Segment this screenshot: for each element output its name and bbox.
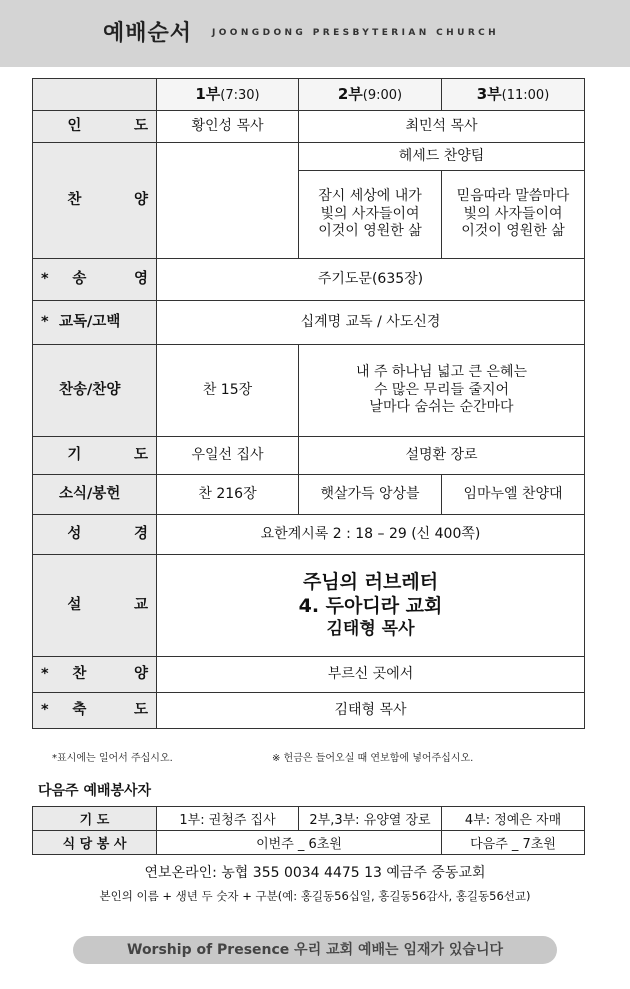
offering-s3: 임마누엘 찬양대 <box>442 475 585 515</box>
worship-order-table <box>32 78 585 729</box>
next-week-title: 다음주 예배봉사자 <box>38 783 152 799</box>
offering-s2: 햇살가득 앙상블 <box>299 475 442 515</box>
lead-s23: 최민석 목사 <box>299 111 585 143</box>
row-label-sermon: 설 교 <box>33 555 157 657</box>
prayer-s1: 우일선 집사 <box>157 437 299 475</box>
corner-cell <box>33 79 157 111</box>
prayer-s23: 설명환 장로 <box>299 437 585 475</box>
hymn-s23: 내 주 하나님 넓고 큰 은혜는 수 많은 무리들 줄지어 날마다 숨쉬는 순간마다 <box>299 345 585 437</box>
standing-note: *표시에는 일어서 주십시오. <box>52 753 173 764</box>
next-meal-c1: 이번주 _ 6초원 <box>157 831 442 855</box>
header <box>0 0 630 67</box>
row-label-confession: * 교독/고백 <box>33 301 157 345</box>
service-1-header: 1부(7:30) <box>157 79 299 111</box>
scripture-value: 요한계시록 2 : 18 – 29 (신 400쪽) <box>157 515 585 555</box>
header-subtitle: JOONGDONG PRESBYTERIAN CHURCH <box>212 28 500 38</box>
doxology-value: 주기도문(635장) <box>157 259 585 301</box>
row-label-doxology: * 송 영 <box>33 259 157 301</box>
online-offering-note: 본인의 이름 + 생년 두 숫자 + 구분(예: 홍길동56십일, 홍길동56감사, 홍길동56선교) <box>99 889 531 903</box>
row-label-scripture: 성 경 <box>33 515 157 555</box>
benediction-value: 김태형 목사 <box>157 693 585 729</box>
service-3-header: 3부(11:00) <box>442 79 585 111</box>
confession-value: 십계명 교독 / 사도신경 <box>157 301 585 345</box>
next-prayer-label: 기 도 <box>33 807 157 831</box>
service-2-header: 2부(9:00) <box>299 79 442 111</box>
next-week-table <box>32 806 585 855</box>
next-meal-label: 식 당 봉 사 <box>33 831 157 855</box>
next-prayer-c1: 1부: 권청주 집사 <box>157 807 299 831</box>
lead-s1: 황인성 목사 <box>157 111 299 143</box>
closing-hymn-value: 부르신 곳에서 <box>157 657 585 693</box>
row-label-praise: 찬 양 <box>33 143 157 259</box>
row-label-prayer: 기 도 <box>33 437 157 475</box>
hymn-s1: 찬 15장 <box>157 345 299 437</box>
offering-s1: 찬 216장 <box>157 475 299 515</box>
sermon-subtitle: 4. 두아디라 교회 <box>298 594 443 617</box>
row-label-closing-hymn: * 찬 양 <box>33 657 157 693</box>
row-label-lead: 인 도 <box>33 111 157 143</box>
praise-s3: 믿음따라 말씀마다 빛의 사자들이여 이것이 영원한 삶 <box>442 171 585 259</box>
praise-s23-header: 헤세드 찬양팀 <box>299 143 585 171</box>
next-prayer-c2: 2부,3부: 유양열 장로 <box>299 807 442 831</box>
sermon-preacher: 김태형 목사 <box>326 618 415 639</box>
row-label-hymn: 찬송/찬양 <box>33 345 157 437</box>
online-offering: 연보온라인: 농협 355 0034 4475 13 예금주 중동교회 <box>144 865 486 881</box>
worship-banner: Worship of Presence 우리 교회 예배는 임재가 있습니다 <box>73 936 557 964</box>
row-label-benediction: * 축 도 <box>33 693 157 729</box>
next-prayer-c3: 4부: 정예은 자매 <box>442 807 585 831</box>
sermon-title: 주님의 러브레터 <box>302 571 439 594</box>
praise-s1 <box>157 143 299 259</box>
offering-note: ※ 헌금은 들어오실 때 연보함에 넣어주십시오. <box>272 753 474 764</box>
praise-s2: 잠시 세상에 내가 빛의 사자들이여 이것이 영원한 삶 <box>299 171 442 259</box>
row-label-offering: 소식/봉헌 <box>33 475 157 515</box>
sermon-value <box>157 555 585 657</box>
header-title: 예배순서 <box>103 21 193 46</box>
next-meal-c2: 다음주 _ 7초원 <box>442 831 585 855</box>
